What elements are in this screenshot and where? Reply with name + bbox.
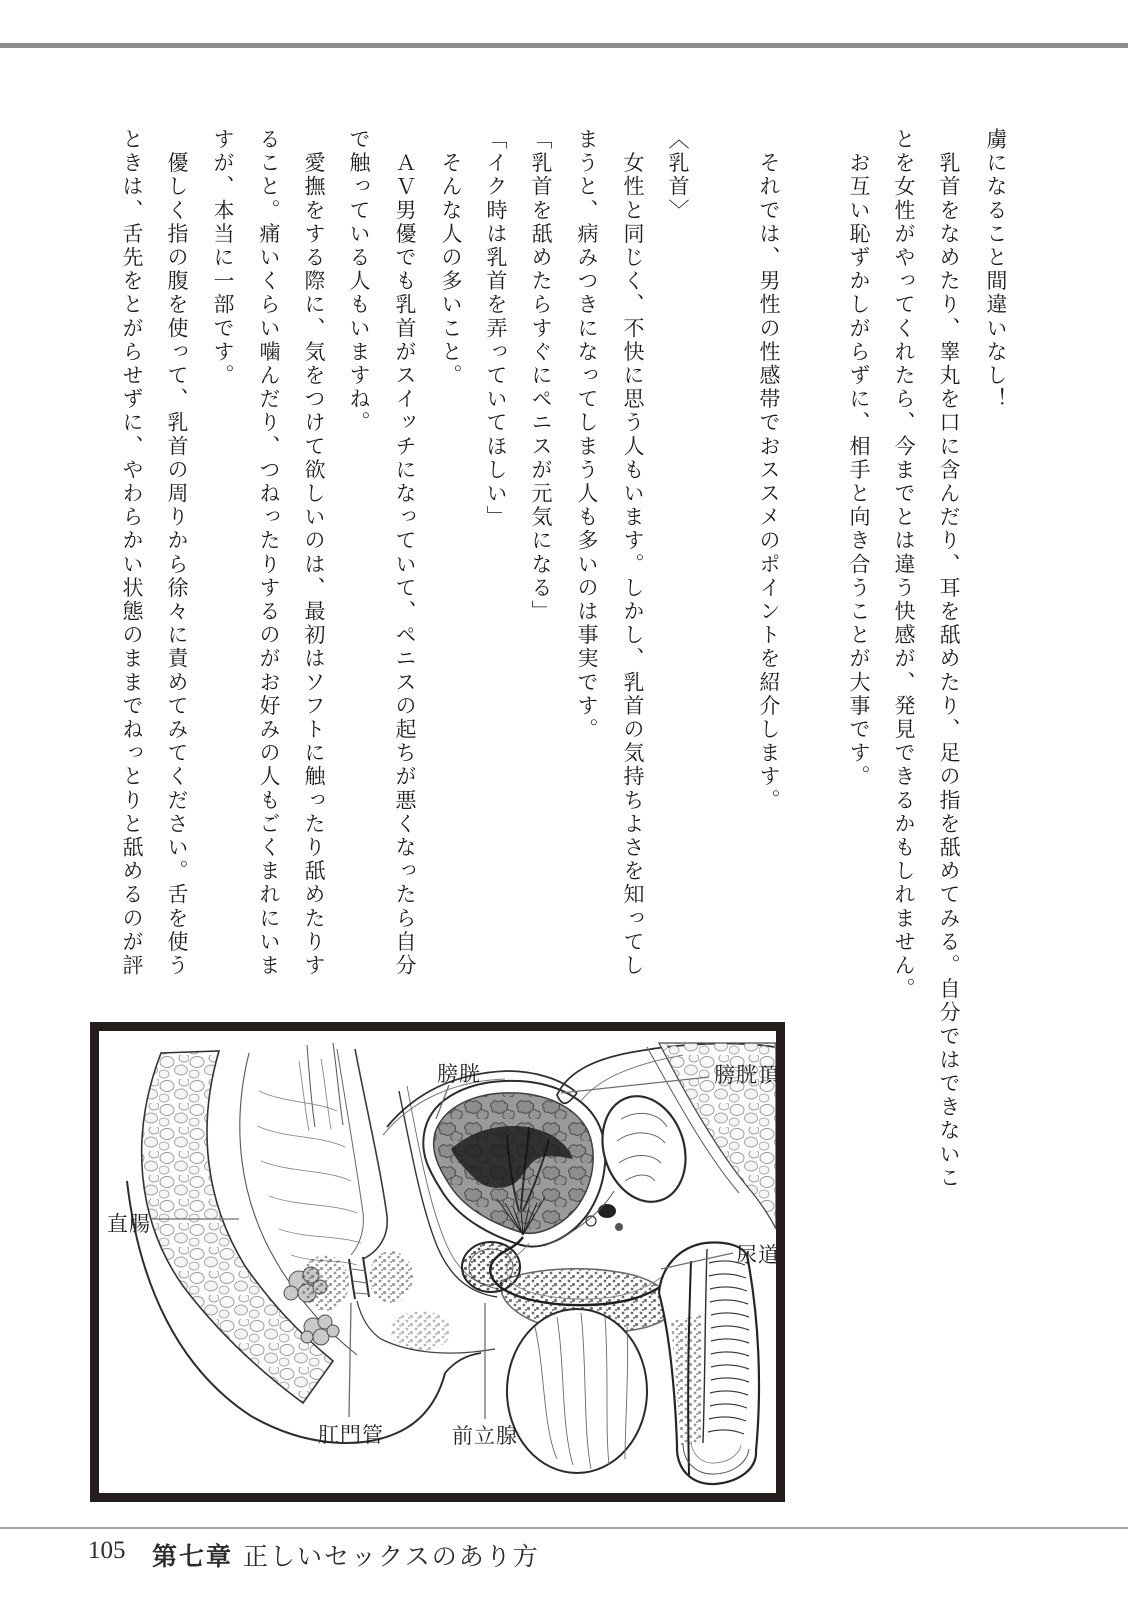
chapter-title: 正しいセックスのあり方 <box>243 1543 540 1571</box>
pelvis-illustration <box>99 1031 776 1493</box>
body-column: 乳首をなめたり、睾丸を口に含んだり、耳を舐めたり、足の指を舐めてみる。自分ではできないこ <box>937 128 961 1190</box>
rectum-lumen <box>257 1043 387 1265</box>
body-column: ること。痛いくらい噛んだり、つねったりするのがお好みの人もごくまれにいま <box>257 128 281 978</box>
quote-column: 「乳首を舐めたらすぐにペニスが元気になる」 <box>529 128 553 624</box>
bladder-shape <box>423 1081 605 1247</box>
body-column: とを女性がやってくれたら、今までとは違う快感が、発見できるかもしれません。 <box>892 128 916 1002</box>
body-column: お互い恥ずかしがらずに、相手と向き合うことが大事です。 <box>847 128 871 789</box>
body-column: で触っている人もいますね。 <box>347 128 371 435</box>
figure-label-bladder-apex: 膀胱頂 <box>714 1064 780 1087</box>
body-column: 女性と同じく、不快に思う人もいます。しかし、乳首の気持ちよさを知ってし <box>621 128 645 978</box>
body-column: 愛撫をする際に、気をつけて欲しいのは、最初はソフトに触ったり舐めたりす <box>302 128 326 978</box>
page-number: 105 <box>88 1537 126 1564</box>
body-column: 優しく指の腹を使って、乳首の周りから徐々に責めてみてください。舌を使う <box>165 128 189 978</box>
quote-column: 「イク時は乳首を弄っていてほしい」 <box>484 128 508 530</box>
figure-label-prostate: 前立腺 <box>452 1425 518 1448</box>
body-column: ＡＶ男優でも乳首がスイッチになっていて、ペニスの起ちが悪くなったら自分 <box>393 128 417 978</box>
figure-label-urethra: 尿道 <box>736 1244 780 1267</box>
figure-label-rectum: 直腸 <box>107 1213 151 1236</box>
body-column: まうと、病みつきになってしまう人も多いのは事実です。 <box>575 128 599 742</box>
figure-label-bladder: 膀胱 <box>437 1063 481 1086</box>
figure-label-anal-canal: 肛門管 <box>318 1424 384 1447</box>
body-column: すが、本当に一部です。 <box>211 128 235 388</box>
body-column: それでは、男性の性感帯でおススメのポイントを紹介します。 <box>757 128 781 813</box>
scrotum-shape <box>507 1309 647 1473</box>
sacrum-band <box>142 1051 357 1403</box>
chapter-label: 第七章 <box>152 1543 234 1571</box>
footer-rule <box>0 1527 1128 1529</box>
body-column: そんな人の多いこと。 <box>439 128 463 388</box>
body-column: 虜になること間違いなし！ <box>984 128 1008 412</box>
anatomy-figure-frame <box>90 1022 785 1502</box>
top-rule <box>0 43 1128 48</box>
penis-shaft <box>659 1243 759 1485</box>
section-heading-nipple: 〈乳首〉 <box>666 128 690 223</box>
body-column: ときは、舌先をとがらせずに、やわらかい状態のままでねっとりと舐めるのが評 <box>120 128 144 978</box>
